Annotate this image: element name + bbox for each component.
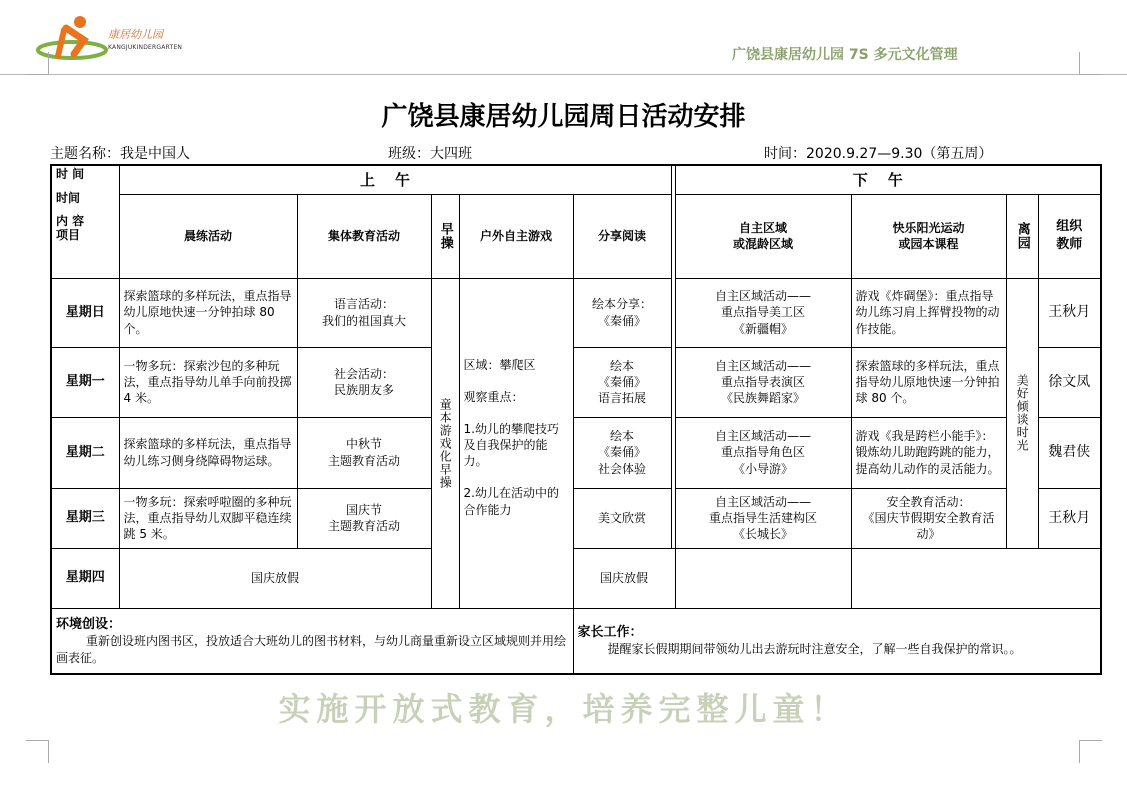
morning-header: 上午 [119,165,671,194]
holiday-am-cell: 国庆放假 [119,548,431,608]
col-shared-reading: 分享阅读 [573,194,671,278]
table-row [51,417,1101,488]
outdoor-focus-title: 观察重点： [463,389,524,404]
area-cell: 自主区域活动—— 重点指导美工区 《新疆帽》 [675,278,851,347]
exercise-merged-cell [431,278,459,608]
col-morning-exercise: 晨练活动 [119,194,297,278]
outdoor-merged-cell [459,278,573,608]
outdoor-area: 区域：攀爬区 [463,357,536,372]
outdoor-focus-2: 2.幼儿在活动中的合作能力 [463,486,559,517]
page-corner-mark [1079,740,1102,763]
reading-cell: 绘本 《秦俑》 语言拓展 [573,347,671,417]
corner-header-cell [51,165,119,278]
area-cell: 自主区域活动—— 重点指导生活建构区 《长城长》 [675,488,851,548]
corner-project-label: 项目 [56,228,81,243]
holiday-pm-cell: 国庆放假 [573,548,675,608]
col-teacher [1038,194,1101,278]
logo-english-name: KANGJUKINDERGARTEN [108,44,183,51]
header-right-title: 广饶县康居幼儿园 7S 多元文化管理 [732,47,958,63]
col-teacher-label: 组织教师 [1056,219,1083,252]
sports-cell: 游戏《我是跨栏小能手》：锻炼幼儿助跑跨跳的能力，提高幼儿动作的灵活能力。 [851,417,1006,488]
teacher-cell: 王秋月 [1038,488,1101,548]
parents-title: 家长工作： [577,624,643,640]
morning-cell: 一物多玩：探索沙包的多种玩法，重点指导幼儿单手向前投掷 4 米。 [119,347,297,417]
day-label: 星期日 [51,278,119,347]
parents-text: 提醒家长假期期间带领幼儿出去游玩时注意安全，了解一些自我保护的常识。。 [607,642,1022,657]
morning-cell: 探索篮球的多样玩法，重点指导幼儿练习侧身绕障碍物运球。 [119,417,297,488]
header-divider [0,74,1127,75]
teacher-cell: 魏君侠 [1038,417,1101,488]
page-corner-mark [26,52,49,75]
morning-cell: 一物多玩：探索呼啦圈的多种玩法，重点指导幼儿双脚平稳连续跳 5 米。 [119,488,297,548]
group-cell: 社会活动： 民族朋友多 [297,347,431,417]
reading-cell: 美文欣赏 [573,488,671,548]
corner-content-label: 内 容 [56,213,85,228]
weekly-schedule-table [50,164,1102,675]
theme-name: 主题名称：我是中国人 [50,146,190,162]
leave-text: 美好倾谈时光 [1015,374,1030,452]
table-row [51,347,1101,417]
group-cell: 中秋节 主题教育活动 [297,417,431,488]
class-name: 班级：大四班 [388,146,472,162]
day-label: 星期四 [51,548,119,608]
table-row [51,278,1101,347]
parents-cell [573,608,1101,674]
holiday-tail-cell [851,548,1101,608]
col-leave-label: 离园 [1014,222,1030,250]
reading-cell: 绘本 《秦俑》 社会体验 [573,417,671,488]
outdoor-focus-1: 1.幼儿的攀爬技巧及自我保护的能力。 [463,421,559,469]
table-row [51,548,1101,608]
holiday-pm-cell-extra [675,548,851,608]
corner-time-label: 时 间 [56,167,85,181]
day-label: 星期一 [51,347,119,417]
col-morning-drill-label: 早操 [437,222,453,250]
environment-text: 重新创设班内图书区，投放适合大班幼儿的图书材料，与幼儿商量重新设立区域规则并用绘画表征。 [56,634,567,665]
table-row [51,488,1101,548]
logo-chinese-name: 康居幼儿园 [108,28,163,41]
leave-merged-cell [1006,278,1038,548]
col-sunshine-sports: 快乐阳光运动 或园本课程 [851,194,1006,278]
schedule-time: 时间：2020.9.27—9.30（第五周） [764,146,993,162]
day-label: 星期三 [51,488,119,548]
footer-slogan: 实施开放式教育，培养完整儿童！ [278,690,849,728]
environment-title: 环境创设： [56,616,122,632]
sports-cell: 探索篮球的多样玩法，重点指导幼儿原地快速一分钟拍球 80 个。 [851,347,1006,417]
document-title: 广饶县康居幼儿园周日活动安排 [381,102,746,132]
group-cell: 国庆节 主题教育活动 [297,488,431,548]
exercise-text: 童本游戏化早操 [438,397,453,489]
sports-cell: 安全教育活动： 《国庆节假期安全教育活动》 [851,488,1006,548]
corner-time-label-2: 时间 [56,191,81,206]
afternoon-header: 下午 [675,165,1101,194]
sports-cell: 游戏《炸碉堡》：重点指导幼儿练习肩上挥臂投物的动作技能。 [851,278,1006,347]
teacher-cell: 徐文凤 [1038,347,1101,417]
col-leave [1006,194,1038,278]
reading-cell: 绘本分享： 《秦俑》 [573,278,671,347]
col-self-area: 自主区域 或混龄区域 [675,194,851,278]
teacher-cell: 王秋月 [1038,278,1101,347]
col-group-education: 集体教育活动 [297,194,431,278]
environment-cell [51,608,573,674]
col-outdoor-game: 户外自主游戏 [459,194,573,278]
page-header [0,0,1127,78]
area-cell: 自主区域活动—— 重点指导表演区 《民族舞蹈家》 [675,347,851,417]
group-cell: 语言活动： 我们的祖国真大 [297,278,431,347]
page-corner-mark [26,740,49,763]
col-morning-drill [431,194,459,278]
page-corner-mark [1079,52,1102,75]
day-label: 星期二 [51,417,119,488]
area-cell: 自主区域活动—— 重点指导角色区 《小导游》 [675,417,851,488]
morning-cell: 探索篮球的多样玩法，重点指导幼儿原地快速一分钟拍球 80 个。 [119,278,297,347]
